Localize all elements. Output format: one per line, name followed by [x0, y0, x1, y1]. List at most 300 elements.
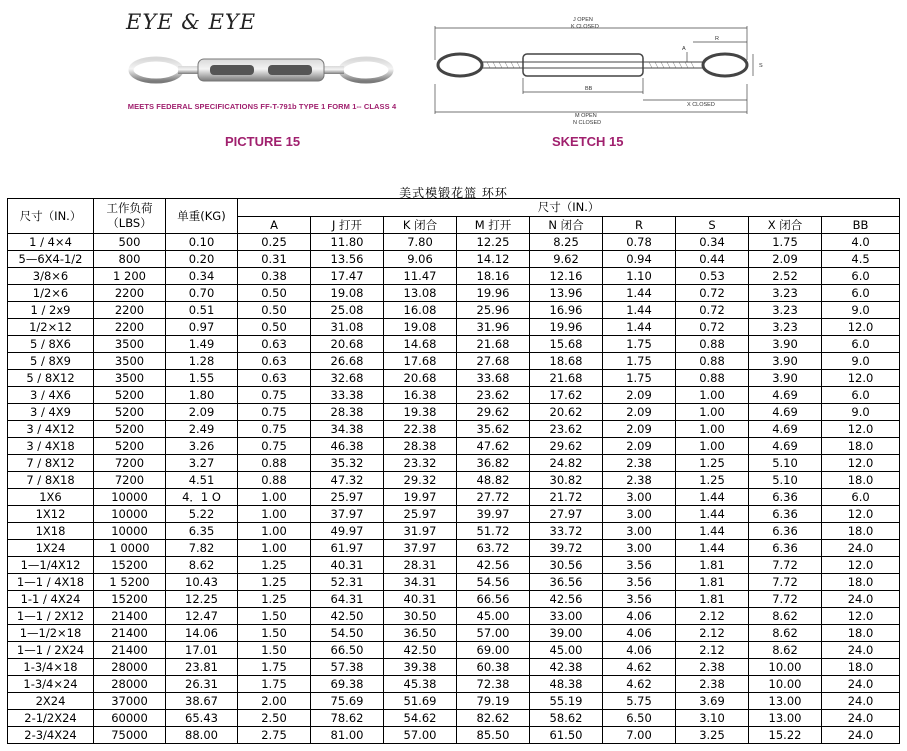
cell-m-open: 42.56: [457, 557, 530, 574]
header-k-closed: K 闭合: [384, 216, 457, 234]
cell-r: 2.09: [603, 404, 676, 421]
cell-r: 4.06: [603, 625, 676, 642]
svg-text:M OPEN: M OPEN: [575, 113, 597, 119]
header-s: S: [676, 216, 749, 234]
cell-bb: 12.0: [822, 506, 900, 523]
cell-size: 2X24: [8, 693, 94, 710]
cell-n-closed: 21.68: [530, 370, 603, 387]
table-row: [8, 523, 900, 540]
cell-unit-weight: 7.82: [166, 540, 238, 557]
cell-n-closed: 24.82: [530, 455, 603, 472]
cell-x-closed: 13.00: [749, 693, 822, 710]
sketch-caption: SKETCH 15: [552, 134, 624, 149]
table-row: [8, 421, 900, 438]
cell-s: 2.12: [676, 625, 749, 642]
cell-a: 0.75: [238, 421, 311, 438]
cell-a: 0.50: [238, 285, 311, 302]
cell-size: 1-3/4×18: [8, 659, 94, 676]
cell-unit-weight: 2.49: [166, 421, 238, 438]
cell-unit-weight: 3.26: [166, 438, 238, 455]
cell-size: 1X18: [8, 523, 94, 540]
cell-working-load: 7200: [94, 455, 166, 472]
cell-size: 1-3/4×24: [8, 676, 94, 693]
cell-j-open: 11.80: [311, 234, 384, 251]
table-row: [8, 608, 900, 625]
cell-r: 1.44: [603, 302, 676, 319]
cell-unit-weight: 2.09: [166, 404, 238, 421]
cell-k-closed: 9.06: [384, 251, 457, 268]
header-j-open: J 打开: [311, 216, 384, 234]
table-row: [8, 336, 900, 353]
cell-r: 4.62: [603, 676, 676, 693]
cell-unit-weight: 0.34: [166, 268, 238, 285]
cell-k-closed: 29.32: [384, 472, 457, 489]
cell-m-open: 18.16: [457, 268, 530, 285]
cell-k-closed: 30.50: [384, 608, 457, 625]
cell-n-closed: 20.62: [530, 404, 603, 421]
cell-working-load: 3500: [94, 370, 166, 387]
cell-r: 1.75: [603, 370, 676, 387]
cell-x-closed: 1.75: [749, 234, 822, 251]
cell-a: 0.63: [238, 353, 311, 370]
cell-working-load: 5200: [94, 404, 166, 421]
cell-size: 1—1 / 4X18: [8, 574, 94, 591]
cell-a: 1.00: [238, 540, 311, 557]
cell-x-closed: 13.00: [749, 710, 822, 727]
table-row: [8, 268, 900, 285]
cell-j-open: 47.32: [311, 472, 384, 489]
header-a: A: [238, 216, 311, 234]
cell-r: 3.00: [603, 540, 676, 557]
cell-unit-weight: 1.49: [166, 336, 238, 353]
cell-k-closed: 51.69: [384, 693, 457, 710]
cell-x-closed: 8.62: [749, 625, 822, 642]
cell-j-open: 52.31: [311, 574, 384, 591]
cell-s: 0.88: [676, 370, 749, 387]
cell-k-closed: 37.97: [384, 540, 457, 557]
cell-k-closed: 16.38: [384, 387, 457, 404]
cell-j-open: 19.08: [311, 285, 384, 302]
cell-j-open: 34.38: [311, 421, 384, 438]
cell-m-open: 27.72: [457, 489, 530, 506]
cell-k-closed: 36.50: [384, 625, 457, 642]
cell-k-closed: 7.80: [384, 234, 457, 251]
table-row: [8, 285, 900, 302]
svg-text:N CLOSED: N CLOSED: [573, 120, 602, 126]
table-row: [8, 455, 900, 472]
cell-a: 0.63: [238, 370, 311, 387]
cell-bb: 6.0: [822, 387, 900, 404]
cell-a: 1.25: [238, 574, 311, 591]
header-n-closed: N 闭合: [530, 216, 603, 234]
cell-working-load: 10000: [94, 523, 166, 540]
cell-bb: 4.5: [822, 251, 900, 268]
svg-text:A: A: [682, 46, 686, 52]
cell-x-closed: 3.90: [749, 336, 822, 353]
cell-working-load: 75000: [94, 727, 166, 744]
cell-a: 1.00: [238, 523, 311, 540]
table-row: [8, 710, 900, 727]
cell-m-open: 36.82: [457, 455, 530, 472]
cell-s: 2.38: [676, 676, 749, 693]
cell-unit-weight: 0.51: [166, 302, 238, 319]
cell-k-closed: 11.47: [384, 268, 457, 285]
cell-m-open: 63.72: [457, 540, 530, 557]
cell-size: 3 / 4X18: [8, 438, 94, 455]
cell-bb: 9.0: [822, 353, 900, 370]
cell-x-closed: 3.23: [749, 319, 822, 336]
table-row: [8, 676, 900, 693]
cell-size: 5 / 8X12: [8, 370, 94, 387]
cell-j-open: 61.97: [311, 540, 384, 557]
table-title: 美式模锻花篮 环环: [399, 186, 508, 200]
cell-a: 2.00: [238, 693, 311, 710]
cell-unit-weight: 0.70: [166, 285, 238, 302]
cell-working-load: 28000: [94, 659, 166, 676]
cell-j-open: 13.56: [311, 251, 384, 268]
header-dimensions: 尺寸（IN.）: [238, 199, 900, 217]
cell-n-closed: 8.25: [530, 234, 603, 251]
cell-working-load: 21400: [94, 642, 166, 659]
cell-k-closed: 57.00: [384, 727, 457, 744]
cell-working-load: 15200: [94, 557, 166, 574]
cell-unit-weight: 3.27: [166, 455, 238, 472]
cell-n-closed: 15.68: [530, 336, 603, 353]
cell-n-closed: 18.68: [530, 353, 603, 370]
cell-x-closed: 10.00: [749, 659, 822, 676]
cell-k-closed: 40.31: [384, 591, 457, 608]
cell-m-open: 69.00: [457, 642, 530, 659]
cell-a: 0.88: [238, 472, 311, 489]
cell-n-closed: 17.62: [530, 387, 603, 404]
cell-size: 1-1 / 4X24: [8, 591, 94, 608]
cell-m-open: 48.82: [457, 472, 530, 489]
cell-bb: 12.0: [822, 319, 900, 336]
cell-x-closed: 5.10: [749, 472, 822, 489]
cell-bb: 18.0: [822, 523, 900, 540]
cell-r: 3.00: [603, 523, 676, 540]
svg-text:K CLOSED: K CLOSED: [571, 24, 599, 30]
header-x-closed: X 闭合: [749, 216, 822, 234]
cell-working-load: 21400: [94, 608, 166, 625]
cell-a: 0.75: [238, 387, 311, 404]
svg-text:R: R: [715, 36, 719, 42]
cell-r: 1.75: [603, 353, 676, 370]
cell-m-open: 31.96: [457, 319, 530, 336]
cell-unit-weight: 14.06: [166, 625, 238, 642]
cell-r: 0.94: [603, 251, 676, 268]
cell-s: 3.10: [676, 710, 749, 727]
cell-working-load: 2200: [94, 319, 166, 336]
cell-r: 1.75: [603, 336, 676, 353]
table-row: [8, 625, 900, 642]
cell-unit-weight: 88.00: [166, 727, 238, 744]
cell-bb: 6.0: [822, 285, 900, 302]
table-row: [8, 727, 900, 744]
cell-x-closed: 8.62: [749, 608, 822, 625]
svg-text:J OPEN: J OPEN: [573, 17, 593, 23]
cell-s: 0.72: [676, 285, 749, 302]
cell-x-closed: 7.72: [749, 591, 822, 608]
cell-n-closed: 30.56: [530, 557, 603, 574]
cell-s: 2.12: [676, 608, 749, 625]
cell-bb: 12.0: [822, 370, 900, 387]
cell-m-open: 21.68: [457, 336, 530, 353]
cell-unit-weight: 12.47: [166, 608, 238, 625]
cell-k-closed: 19.08: [384, 319, 457, 336]
cell-m-open: 29.62: [457, 404, 530, 421]
federal-spec-note: MEETS FEDERAL SPECIFICATIONS FF-T-791b TYPE 1 FORM 1-- CLASS 4: [127, 102, 397, 111]
cell-j-open: 66.50: [311, 642, 384, 659]
cell-bb: 18.0: [822, 574, 900, 591]
table-row: [8, 557, 900, 574]
cell-s: 1.44: [676, 489, 749, 506]
cell-bb: 4.0: [822, 234, 900, 251]
cell-s: 1.44: [676, 506, 749, 523]
cell-working-load: 60000: [94, 710, 166, 727]
cell-a: 2.50: [238, 710, 311, 727]
cell-m-open: 14.12: [457, 251, 530, 268]
cell-a: 1.50: [238, 642, 311, 659]
cell-working-load: 10000: [94, 506, 166, 523]
cell-s: 1.44: [676, 540, 749, 557]
cell-bb: 18.0: [822, 625, 900, 642]
cell-r: 6.50: [603, 710, 676, 727]
cell-n-closed: 39.00: [530, 625, 603, 642]
cell-bb: 24.0: [822, 642, 900, 659]
cell-working-load: 5200: [94, 421, 166, 438]
cell-r: 3.56: [603, 557, 676, 574]
cell-x-closed: 4.69: [749, 438, 822, 455]
cell-bb: 18.0: [822, 438, 900, 455]
cell-x-closed: 4.69: [749, 421, 822, 438]
cell-working-load: 5200: [94, 387, 166, 404]
cell-n-closed: 45.00: [530, 642, 603, 659]
cell-s: 2.38: [676, 659, 749, 676]
table-row: [8, 540, 900, 557]
table-row: [8, 234, 900, 251]
specification-table: [7, 198, 900, 744]
cell-a: 1.25: [238, 557, 311, 574]
cell-unit-weight: 10.43: [166, 574, 238, 591]
cell-x-closed: 15.22: [749, 727, 822, 744]
cell-unit-weight: 0.10: [166, 234, 238, 251]
cell-s: 0.53: [676, 268, 749, 285]
cell-s: 0.72: [676, 302, 749, 319]
cell-unit-weight: 23.81: [166, 659, 238, 676]
cell-j-open: 28.38: [311, 404, 384, 421]
cell-working-load: 1 5200: [94, 574, 166, 591]
cell-size: 1/2×6: [8, 285, 94, 302]
table-row: [8, 353, 900, 370]
table-row: [8, 472, 900, 489]
cell-x-closed: 10.00: [749, 676, 822, 693]
cell-r: 2.09: [603, 438, 676, 455]
cell-x-closed: 3.90: [749, 370, 822, 387]
cell-bb: 6.0: [822, 489, 900, 506]
cell-j-open: 37.97: [311, 506, 384, 523]
cell-m-open: 35.62: [457, 421, 530, 438]
cell-k-closed: 31.97: [384, 523, 457, 540]
cell-s: 1.25: [676, 472, 749, 489]
turnbuckle-sketch: [425, 12, 775, 128]
cell-n-closed: 23.62: [530, 421, 603, 438]
cell-a: 0.63: [238, 336, 311, 353]
table-row: [8, 251, 900, 268]
svg-text:BB: BB: [585, 86, 593, 92]
cell-working-load: 21400: [94, 625, 166, 642]
table-row: [8, 489, 900, 506]
table-row: [8, 387, 900, 404]
svg-text:X CLOSED: X CLOSED: [687, 102, 715, 108]
cell-working-load: 800: [94, 251, 166, 268]
cell-k-closed: 25.97: [384, 506, 457, 523]
cell-m-open: 82.62: [457, 710, 530, 727]
cell-a: 0.50: [238, 302, 311, 319]
cell-size: 1 / 4×4: [8, 234, 94, 251]
cell-size: 1X12: [8, 506, 94, 523]
cell-n-closed: 58.62: [530, 710, 603, 727]
cell-x-closed: 3.23: [749, 302, 822, 319]
cell-j-open: 17.47: [311, 268, 384, 285]
cell-size: 3/8×6: [8, 268, 94, 285]
cell-j-open: 35.32: [311, 455, 384, 472]
cell-s: 1.00: [676, 438, 749, 455]
cell-r: 4.62: [603, 659, 676, 676]
cell-j-open: 46.38: [311, 438, 384, 455]
cell-n-closed: 42.38: [530, 659, 603, 676]
cell-n-closed: 21.72: [530, 489, 603, 506]
cell-bb: 9.0: [822, 404, 900, 421]
cell-n-closed: 29.62: [530, 438, 603, 455]
cell-r: 3.56: [603, 574, 676, 591]
table-body: [8, 234, 900, 744]
cell-working-load: 7200: [94, 472, 166, 489]
cell-n-closed: 19.96: [530, 319, 603, 336]
cell-size: 1—1 / 2X12: [8, 608, 94, 625]
table-row: [8, 659, 900, 676]
cell-j-open: 31.08: [311, 319, 384, 336]
cell-working-load: 2200: [94, 302, 166, 319]
cell-size: 1/2×12: [8, 319, 94, 336]
cell-n-closed: 9.62: [530, 251, 603, 268]
cell-k-closed: 42.50: [384, 642, 457, 659]
cell-j-open: 25.08: [311, 302, 384, 319]
cell-j-open: 25.97: [311, 489, 384, 506]
cell-a: 2.75: [238, 727, 311, 744]
cell-size: 5 / 8X9: [8, 353, 94, 370]
cell-size: 2-3/4X24: [8, 727, 94, 744]
cell-n-closed: 27.97: [530, 506, 603, 523]
cell-r: 1.44: [603, 285, 676, 302]
cell-a: 0.50: [238, 319, 311, 336]
cell-bb: 24.0: [822, 676, 900, 693]
cell-a: 1.50: [238, 608, 311, 625]
cell-j-open: 78.62: [311, 710, 384, 727]
table-row: [8, 574, 900, 591]
cell-j-open: 40.31: [311, 557, 384, 574]
cell-s: 2.12: [676, 642, 749, 659]
cell-x-closed: 3.23: [749, 285, 822, 302]
cell-x-closed: 6.36: [749, 489, 822, 506]
table-row: [8, 370, 900, 387]
cell-s: 1.81: [676, 591, 749, 608]
cell-r: 2.38: [603, 472, 676, 489]
cell-x-closed: 8.62: [749, 642, 822, 659]
table-row: [8, 438, 900, 455]
cell-working-load: 500: [94, 234, 166, 251]
cell-bb: 24.0: [822, 710, 900, 727]
cell-x-closed: 2.52: [749, 268, 822, 285]
cell-m-open: 51.72: [457, 523, 530, 540]
cell-size: 1—1/2×18: [8, 625, 94, 642]
cell-m-open: 54.56: [457, 574, 530, 591]
cell-unit-weight: 17.01: [166, 642, 238, 659]
cell-bb: 6.0: [822, 268, 900, 285]
cell-m-open: 23.62: [457, 387, 530, 404]
cell-unit-weight: 38.67: [166, 693, 238, 710]
cell-k-closed: 45.38: [384, 676, 457, 693]
cell-j-open: 20.68: [311, 336, 384, 353]
cell-unit-weight: 0.20: [166, 251, 238, 268]
cell-k-closed: 39.38: [384, 659, 457, 676]
cell-j-open: 69.38: [311, 676, 384, 693]
cell-r: 5.75: [603, 693, 676, 710]
cell-k-closed: 13.08: [384, 285, 457, 302]
cell-unit-weight: 1.28: [166, 353, 238, 370]
cell-working-load: 2200: [94, 285, 166, 302]
cell-k-closed: 28.38: [384, 438, 457, 455]
cell-s: 0.72: [676, 319, 749, 336]
cell-bb: 18.0: [822, 659, 900, 676]
cell-size: 5 / 8X6: [8, 336, 94, 353]
header-bb: BB: [822, 216, 900, 234]
cell-x-closed: 6.36: [749, 506, 822, 523]
cell-size: 2-1/2X24: [8, 710, 94, 727]
cell-size: 3 / 4X6: [8, 387, 94, 404]
cell-working-load: 10000: [94, 489, 166, 506]
cell-bb: 12.0: [822, 421, 900, 438]
cell-size: 3 / 4X9: [8, 404, 94, 421]
cell-unit-weight: 26.31: [166, 676, 238, 693]
cell-s: 1.00: [676, 421, 749, 438]
cell-r: 7.00: [603, 727, 676, 744]
cell-size: 1 / 2x9: [8, 302, 94, 319]
cell-x-closed: 3.90: [749, 353, 822, 370]
cell-s: 3.69: [676, 693, 749, 710]
cell-s: 1.81: [676, 557, 749, 574]
cell-j-open: 49.97: [311, 523, 384, 540]
cell-k-closed: 14.68: [384, 336, 457, 353]
cell-s: 0.88: [676, 353, 749, 370]
cell-s: 3.25: [676, 727, 749, 744]
cell-unit-weight: 0.97: [166, 319, 238, 336]
cell-s: 1.25: [676, 455, 749, 472]
cell-r: 4.06: [603, 642, 676, 659]
cell-size: 1—1 / 2X24: [8, 642, 94, 659]
cell-a: 0.75: [238, 404, 311, 421]
cell-unit-weight: 1.55: [166, 370, 238, 387]
cell-x-closed: 6.36: [749, 523, 822, 540]
cell-r: 1.10: [603, 268, 676, 285]
cell-j-open: 26.68: [311, 353, 384, 370]
cell-m-open: 60.38: [457, 659, 530, 676]
cell-k-closed: 19.38: [384, 404, 457, 421]
cell-a: 1.50: [238, 625, 311, 642]
cell-k-closed: 28.31: [384, 557, 457, 574]
table-row: [8, 693, 900, 710]
cell-n-closed: 13.96: [530, 285, 603, 302]
